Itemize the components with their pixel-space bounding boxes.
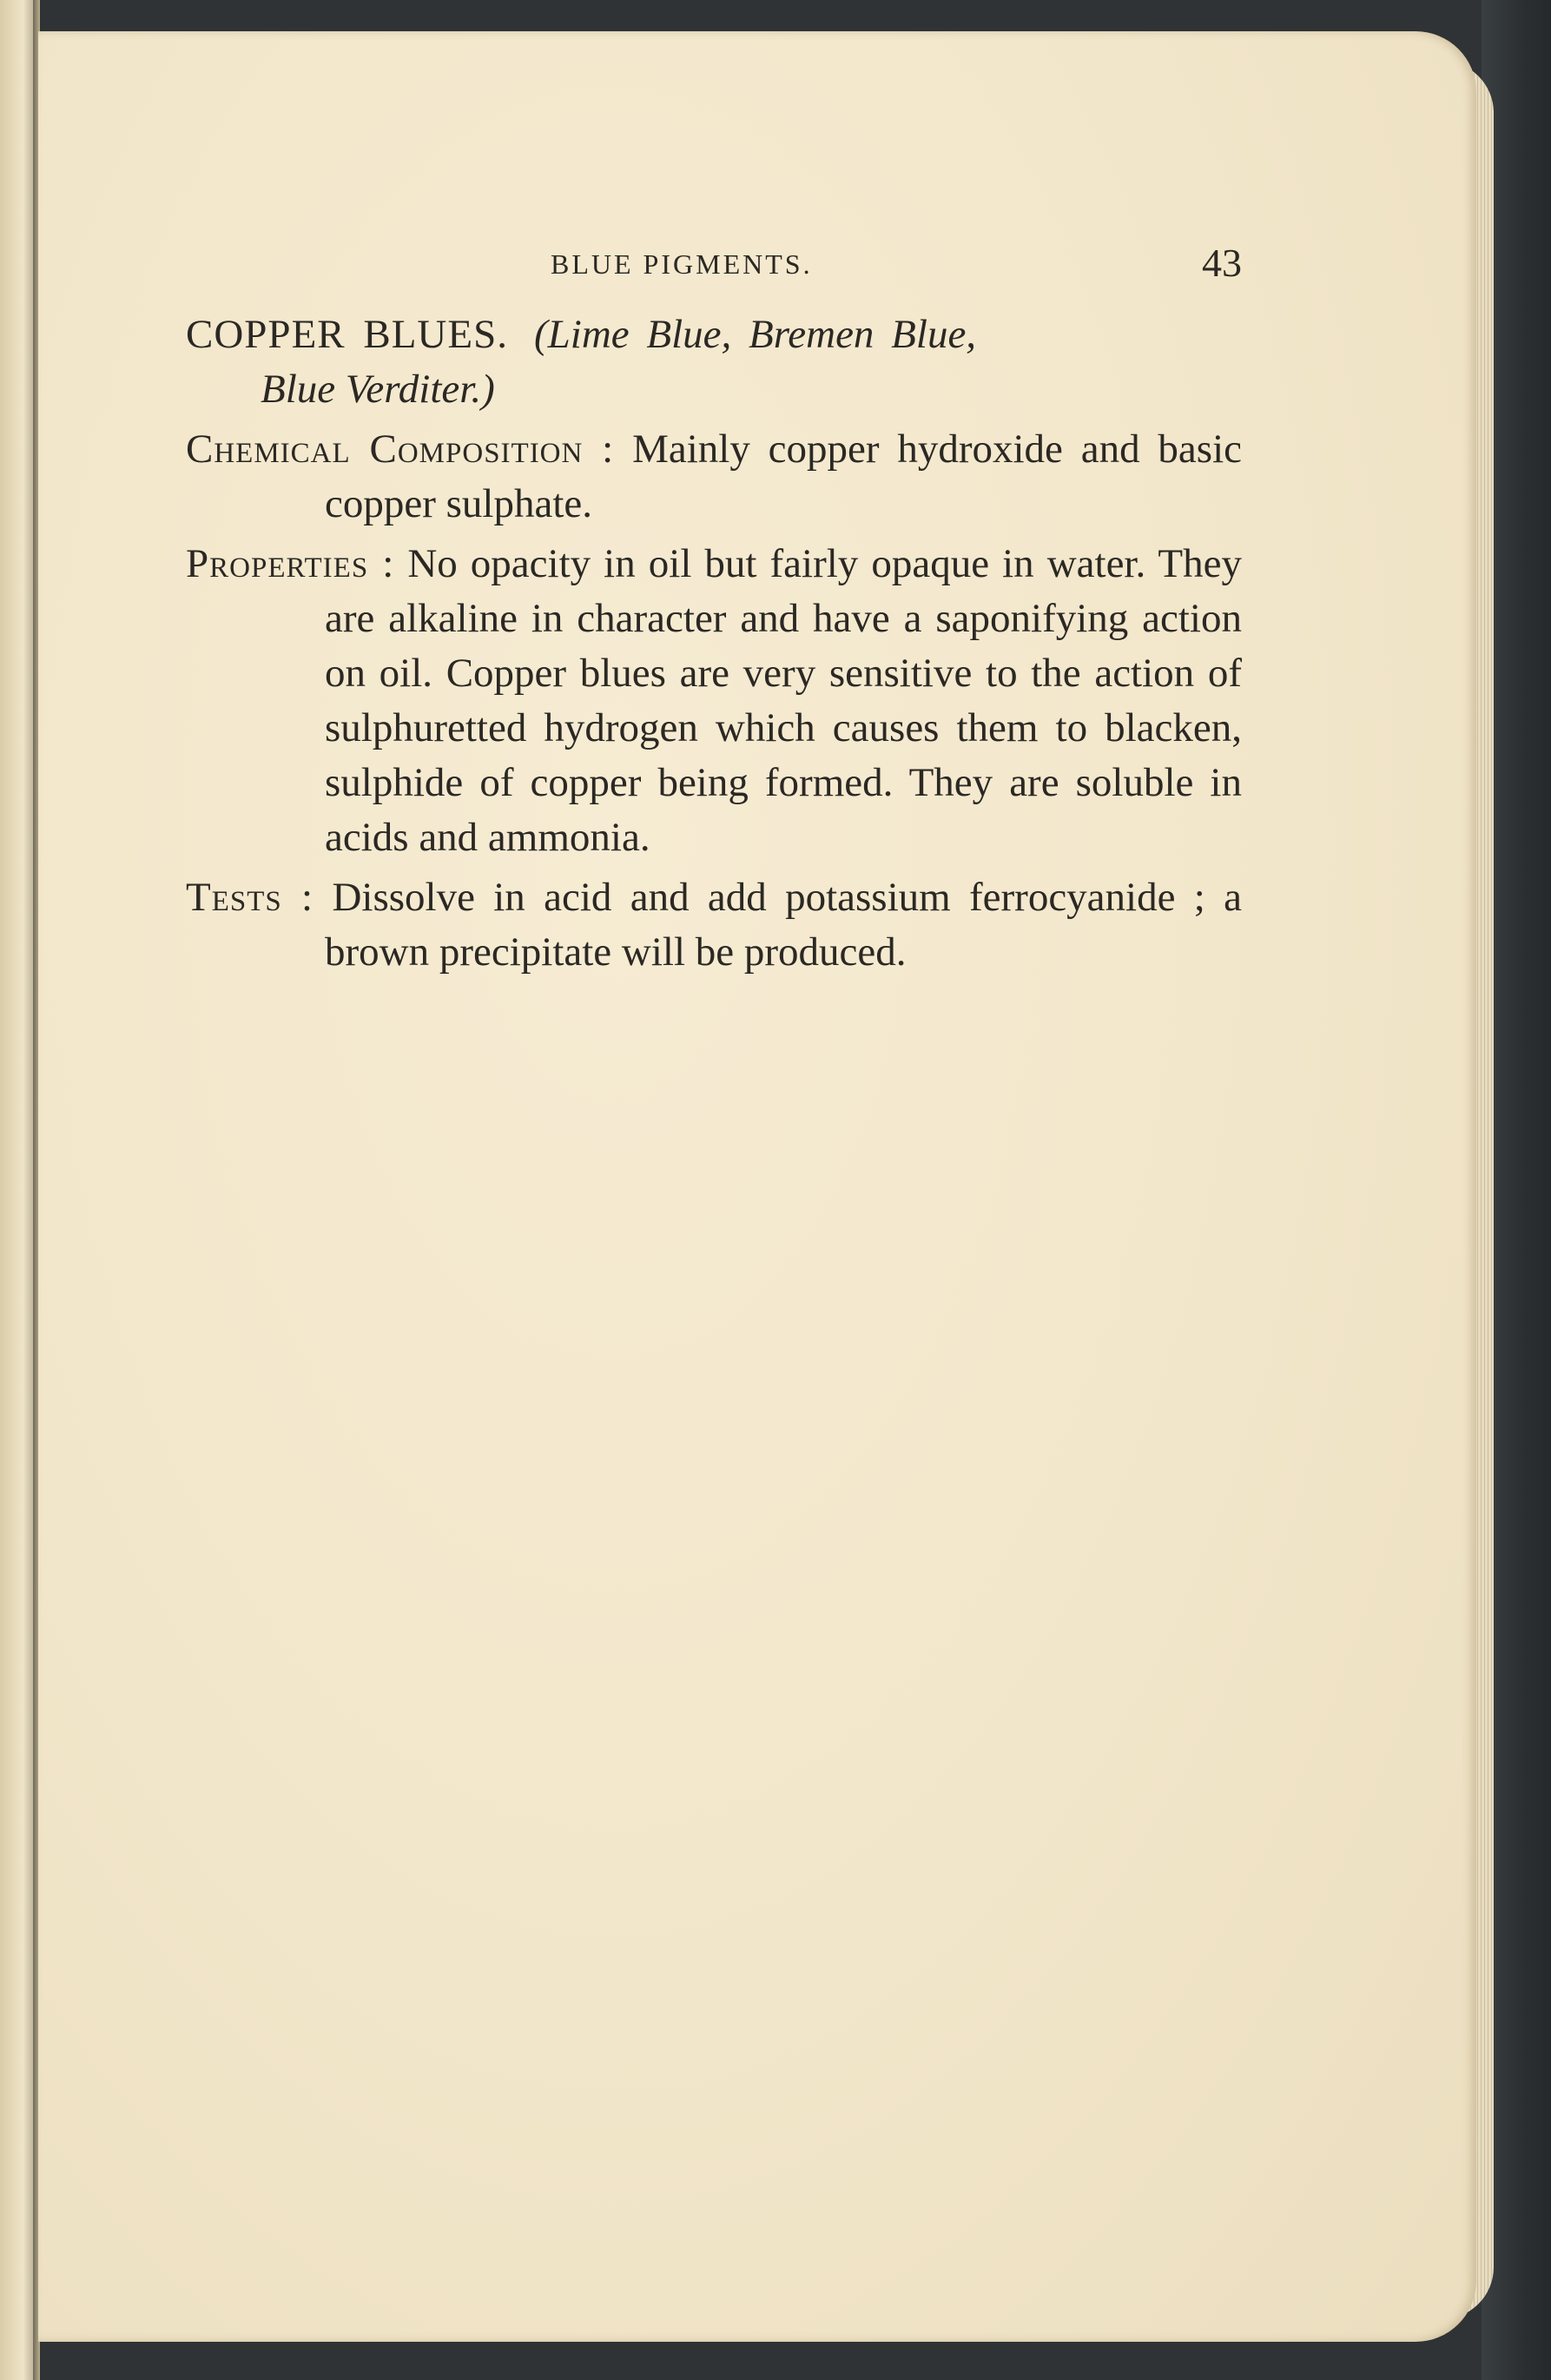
entry-name: COPPER BLUES.: [186, 312, 508, 357]
section-text: Mainly copper hydroxide and basic copper sulphate.: [325, 426, 1242, 526]
running-head: [186, 240, 1242, 301]
entry-heading: [186, 307, 1242, 362]
page: [38, 31, 1476, 2342]
section-label: Properties :: [186, 541, 395, 586]
section-label: Tests :: [186, 875, 314, 920]
page-text: [186, 240, 1242, 980]
section-tests: [186, 870, 1242, 980]
section-properties: [186, 537, 1242, 865]
running-head-title: BLUE PIGMENTS.: [551, 248, 813, 280]
section-label: Chemical Composition :: [186, 426, 615, 472]
section-chemical-composition: [186, 422, 1242, 532]
page-number: 43: [1202, 241, 1242, 285]
entry-alt-names-cont: Blue Verditer.): [261, 367, 495, 412]
section-text: No opacity in oil but fairly opaque in water. They are alkaline in character and have a saponifying action on oil. Copper blues are very sensitive to the action of sulphuretted hydrogen which causes them to blacken, sulphide of copper being formed. They are soluble in acids and ammonia.: [325, 541, 1242, 860]
section-text: Dissolve in acid and add potassium ferrocyanide ; a brown precipitate will be produced.: [325, 875, 1243, 975]
entry-alt-names: (Lime Blue, Bremen Blue,: [533, 312, 977, 357]
